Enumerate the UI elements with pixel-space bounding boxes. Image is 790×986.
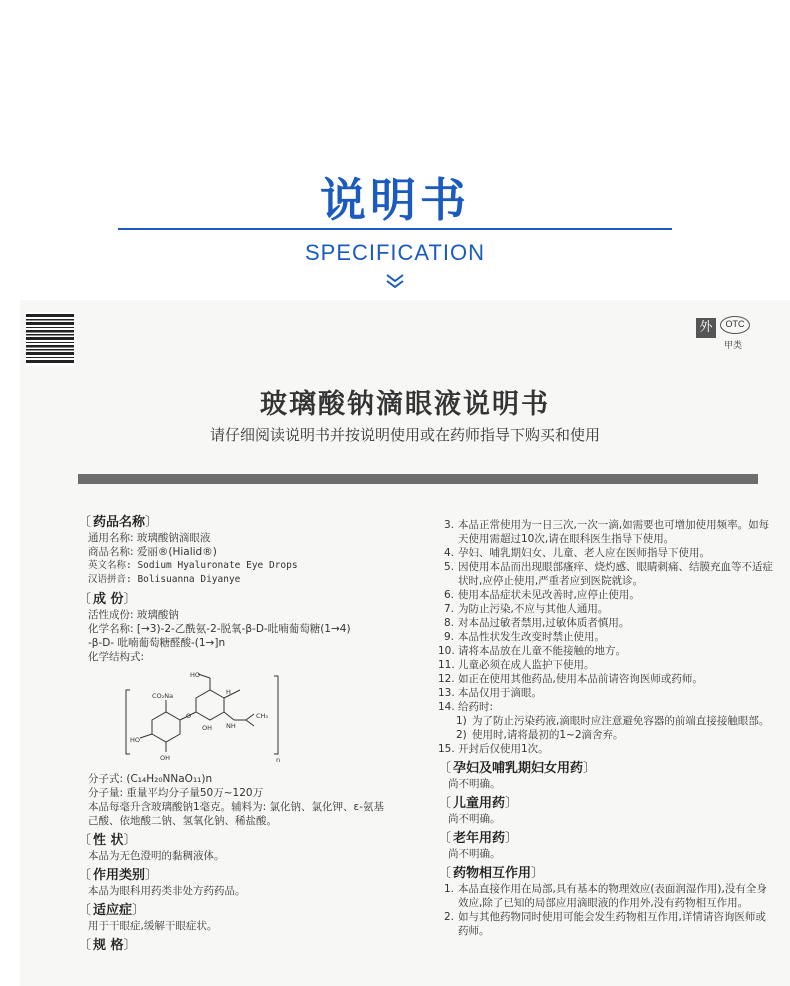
banner-title: 说明书: [320, 173, 470, 227]
list-item: 9. 本品性状发生改变时禁止使用。: [443, 631, 605, 643]
section-heading: 〔 药品名称〕: [78, 515, 159, 530]
text-line: 商品名称: 爱丽®(Hialid®): [88, 546, 217, 558]
text-line: 汉语拼音: Bolisuanna Diyanye: [88, 574, 241, 585]
otc-badge: [696, 314, 776, 354]
text-line: 本品每毫升含玻璃酸钠1毫克。辅料为: 氯化钠、氯化钾、ε-氨基: [88, 801, 385, 813]
text-line: 化学结构式:: [88, 651, 145, 663]
text-line: 己酸、依地酸二钠、氢氧化钠、稀盐酸。: [88, 815, 277, 827]
leaflet-title: 玻璃酸钠滴眼液说明书: [260, 389, 550, 420]
leaflet-subtitle: 请仔细阅读说明书并按说明使用或在药师指导下购买和使用: [209, 426, 600, 444]
struct-label: H: [226, 688, 231, 696]
section-heading: 〔 成 份〕: [78, 592, 137, 607]
text-line: 英文名称: Sodium Hyaluronate Eye Drops: [88, 560, 298, 571]
text-line: 分子式: (C₁₄H₂₀NNaO₁₁)n: [88, 773, 213, 785]
struct-label: NH: [226, 722, 236, 730]
list-item: 15. 开封后仅使用1次。: [438, 743, 549, 755]
struct-label: OH: [160, 754, 171, 762]
list-item: 10. 请将本品放在儿童不能接触的地方。: [438, 645, 626, 657]
list-item: 7. 为防止污染,不应与其他人通用。: [443, 603, 609, 615]
text-line: 尚不明确。: [448, 848, 501, 860]
list-item: 11. 儿童必须在成人监护下使用。: [438, 659, 595, 671]
list-item: 4. 孕妇、哺乳期妇女、儿童、老人应在医师指导下使用。: [443, 547, 710, 559]
struct-label: HO: [190, 671, 201, 679]
right-column: [438, 518, 773, 938]
list-item: 14. 给药时:: [438, 701, 494, 713]
sub-list-item: 1) 为了防止污染药液,滴眼时应注意避免容器的前端直接接触眼部。: [456, 715, 770, 727]
list-item: 5. 因使用本品而出现眼部瘙痒、烧灼感、眼睛刺痛、结膜充血等不适症状时,应停止使用,严重者应到医院就诊。: [443, 561, 773, 587]
struct-label: CH₃: [256, 712, 269, 720]
otc-wai-mark: 外: [696, 318, 716, 338]
text-line: 化学名称: [→3)-2-乙酰氨-2-脱氧-β-D-吡喃葡萄糖(1→4): [88, 623, 351, 635]
text-line: 本品为无色澄明的黏稠液体。: [88, 850, 225, 862]
struct-label: CO₂Na: [152, 692, 174, 700]
struct-label: O: [186, 712, 192, 720]
section-heading: 〔 孕妇及哺乳期妇女用药〕: [438, 761, 597, 776]
list-item: 3. 本品正常使用为一日三次,一次一滴,如需要也可增加使用频率。如每天使用需超过10次,请在眼科医生指导下使用。: [443, 519, 770, 545]
list-item: 1. 本品直接作用在局部,具有基本的物理效应(表面润湿作用),没有全身效应,除了已知的局部应用滴眼液的作用外,没有药物相互作用。: [443, 883, 767, 909]
text-line: 用于干眼症,缓解干眼症状。: [88, 920, 218, 932]
text-line: 通用名称: 玻璃酸钠滴眼液: [88, 532, 211, 544]
leaflet: [20, 300, 790, 986]
left-column: [78, 516, 388, 954]
struct-label: HO: [130, 736, 141, 744]
otc-oval: OTC: [720, 316, 750, 334]
section-heading: 〔 适应症〕: [78, 903, 146, 918]
text-line: 分子量: 重量平均分子量50万~120万: [88, 787, 264, 799]
text-line: 尚不明确。: [448, 778, 501, 790]
banner-subtitle: SPECIFICATION: [304, 240, 486, 265]
leaflet-divider-bar: [78, 474, 758, 484]
text-line: 尚不明确。: [448, 813, 501, 825]
text-line: 活性成份: 玻璃酸钠: [88, 609, 179, 621]
section-heading: 〔 儿童用药〕: [438, 796, 519, 811]
struct-label: n: [276, 756, 281, 764]
section-heading: 〔 老年用药〕: [438, 831, 519, 846]
text-line: -β-D- 吡喃葡萄糖醛酸-(1→]n: [88, 637, 226, 649]
section-heading: 〔 规 格〕: [78, 938, 137, 953]
banner: [0, 0, 790, 300]
list-item: 13. 本品仅用于滴眼。: [438, 687, 542, 699]
list-item: 6. 使用本品症状未见改善时,应停止使用。: [443, 589, 640, 601]
list-item: 2. 如与其他药物同时使用可能会发生药物相互作用,详情请咨询医师或药师。: [443, 911, 766, 937]
section-heading: 〔 作用类别〕: [78, 868, 159, 883]
chevron-double-down-icon: [383, 272, 407, 290]
section-heading: 〔 药物相互作用〕: [438, 866, 545, 881]
sub-list-item: 2) 使用时,请将最初的1~2滴舍弃。: [456, 729, 624, 741]
section-heading: 〔 性 状〕: [78, 833, 137, 848]
text-line: 本品为眼科用药类非处方药药品。: [88, 885, 246, 897]
list-item: 12. 如正在使用其他药品,使用本品前请咨询医师或药师。: [438, 673, 703, 685]
struct-label: OH: [202, 724, 213, 732]
otc-class: 甲类: [724, 341, 743, 351]
barcode-icon: [26, 312, 74, 366]
list-item: 8. 对本品过敏者禁用,过敏体质者慎用。: [443, 617, 630, 629]
banner-divider: [118, 228, 672, 230]
chemical-structure: [122, 668, 282, 764]
